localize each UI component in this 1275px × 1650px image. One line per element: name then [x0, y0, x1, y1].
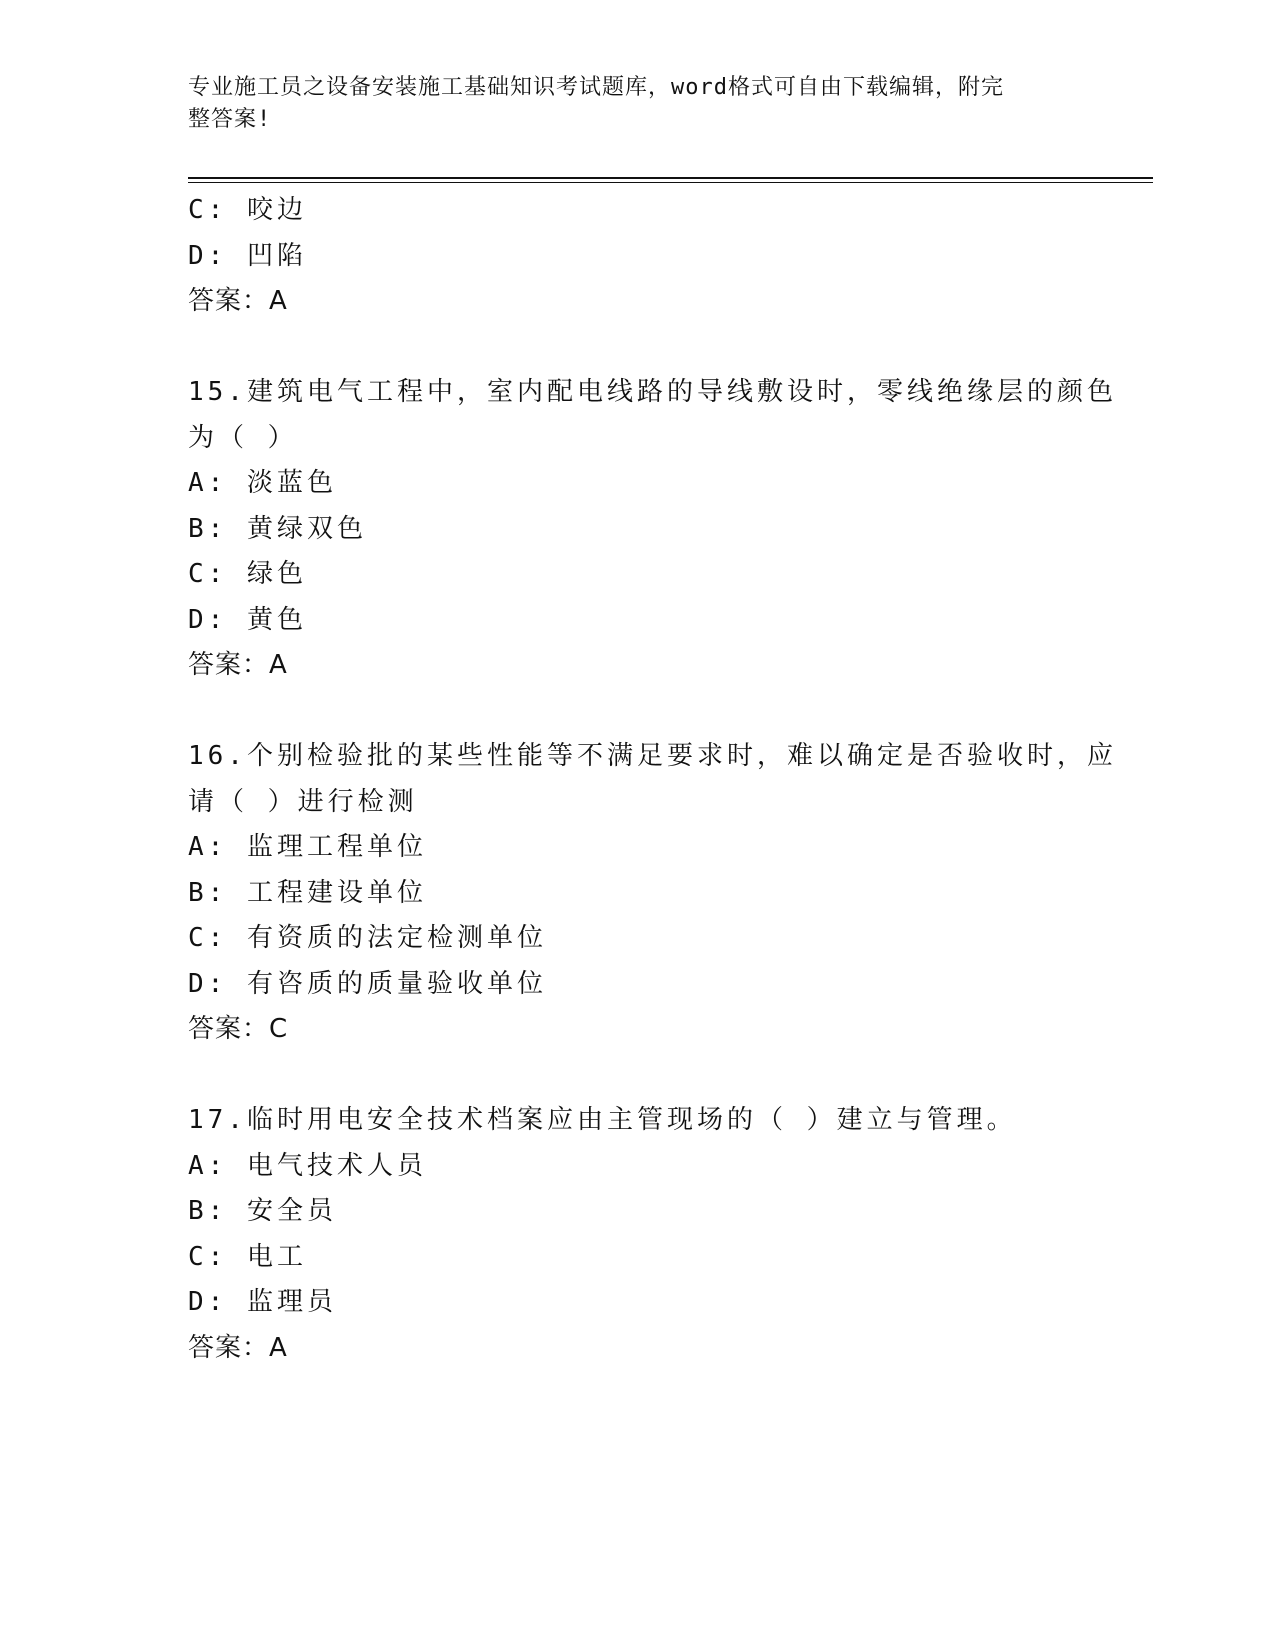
option-d: D: 有咨质的质量验收单位 [188, 968, 547, 999]
option-c: C: 绿色 [188, 559, 307, 589]
document-header [188, 72, 1068, 136]
question-stem: 15.建筑电气工程中，室内配电线路的导线敷设时，零线绝缘层的颜色 [188, 377, 1117, 407]
spacer [188, 1053, 1088, 1099]
option-b: B: 工程建设单位 [188, 877, 427, 908]
question-stem-continued: 为（ ） [188, 422, 298, 453]
header-rule-thin [188, 182, 1153, 183]
question-list [188, 188, 1117, 1371]
question-17 [188, 1098, 1088, 1371]
header-line-1: 专业施工员之设备安装施工基础知识考试题库，word格式可自由下载编辑，附完 [188, 75, 1004, 100]
option-d: D: 凹陷 [188, 240, 307, 271]
spacer [188, 325, 1088, 371]
header-line-2: 整答案! [188, 107, 272, 132]
previous-question-tail [188, 188, 1088, 325]
answer-line: 答案：A [188, 650, 288, 680]
spacer [188, 689, 1088, 735]
option-c: C: 咬边 [188, 195, 307, 225]
option-c: C: 电工 [188, 1241, 307, 1272]
option-b: B: 黄绿双色 [188, 513, 367, 544]
option-c: C: 有资质的法定检测单位 [188, 923, 547, 953]
option-d: D: 监理员 [188, 1287, 337, 1317]
question-stem-continued: 请（ ）进行检测 [188, 786, 418, 817]
option-a: A: 电气技术人员 [188, 1150, 427, 1181]
option-a: A: 淡蓝色 [188, 468, 337, 498]
answer-line: 答案：A [188, 286, 288, 316]
question-stem: 16.个别检验批的某些性能等不满足要求时，难以确定是否验收时，应 [188, 741, 1117, 771]
header-rule-thick [188, 177, 1153, 179]
question-15 [188, 370, 1117, 689]
answer-line: 答案：C [188, 1014, 289, 1044]
answer-line: 答案：A [188, 1332, 288, 1363]
option-d: D: 黄色 [188, 604, 307, 635]
question-stem: 17.临时用电安全技术档案应由主管现场的（ ）建立与管理。 [188, 1105, 1017, 1135]
option-b: B: 安全员 [188, 1196, 337, 1226]
option-a: A: 监理工程单位 [188, 832, 427, 862]
question-16 [188, 734, 1117, 1053]
